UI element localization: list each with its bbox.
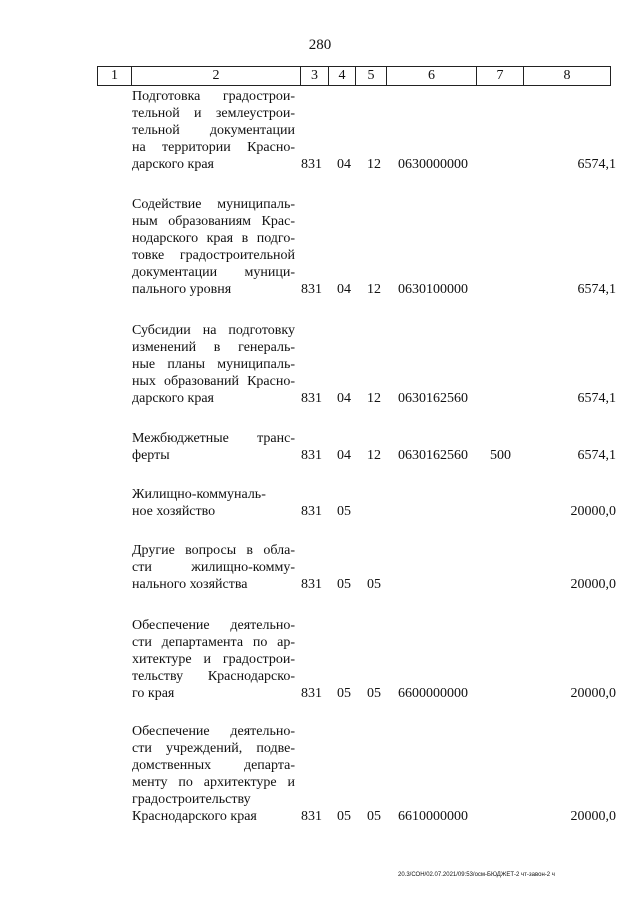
- row-description: [132, 542, 295, 593]
- cell-c6: 0630162560: [398, 448, 468, 463]
- cell-c8: 6574,1: [577, 448, 616, 463]
- table-row: [0, 88, 640, 173]
- description-line: градостроительству: [132, 792, 251, 807]
- cell-c8: 20000,0: [570, 504, 616, 519]
- cell-c8: 20000,0: [570, 809, 616, 824]
- row-description: [132, 322, 295, 407]
- description-line: ное хозяйство: [132, 504, 216, 519]
- description-line: тельной и землеустрои-: [132, 106, 295, 121]
- description-line: Обеспечение деятельно-: [132, 724, 295, 739]
- cell-c5: 05: [367, 686, 381, 701]
- row-description: [132, 617, 295, 702]
- cell-c5: 12: [367, 157, 381, 172]
- table-row: [0, 196, 640, 298]
- header-col-2: 2: [132, 67, 301, 85]
- header-col-7: 7: [477, 67, 524, 85]
- cell-c4: 04: [337, 391, 351, 406]
- row-description: [132, 430, 295, 464]
- description-line: ные планы муниципаль-: [132, 357, 295, 372]
- cell-c4: 05: [337, 686, 351, 701]
- row-description: [132, 486, 295, 520]
- row-description: [132, 196, 295, 298]
- cell-c4: 05: [337, 577, 351, 592]
- description-line: нального хозяйства: [132, 577, 248, 592]
- description-line: ных образований Красно-: [132, 374, 295, 389]
- cell-c5: 05: [367, 809, 381, 824]
- table-row: [0, 542, 640, 593]
- cell-c8: 6574,1: [577, 282, 616, 297]
- header-col-6: 6: [387, 67, 477, 85]
- cell-c4: 05: [337, 809, 351, 824]
- description-line: Жилищно-коммуналь-: [132, 487, 266, 502]
- cell-c4: 05: [337, 504, 351, 519]
- cell-c8: 6574,1: [577, 157, 616, 172]
- description-line: го края: [132, 686, 175, 701]
- table-row: [0, 322, 640, 407]
- table-header: [97, 66, 611, 86]
- description-line: Подготовка градострои-: [132, 89, 295, 104]
- footer-stamp: 20.3/СОН/02.07.2021/09:53/осм-БЮДЖЕТ-2 чт-завон-2 ч: [398, 872, 555, 878]
- cell-c6: 0630000000: [398, 157, 468, 172]
- cell-c8: 20000,0: [570, 686, 616, 701]
- cell-c7: 500: [490, 448, 511, 463]
- cell-c3: 831: [301, 157, 322, 172]
- description-line: тельной документации: [132, 123, 295, 138]
- table-row: [0, 617, 640, 702]
- cell-c4: 04: [337, 448, 351, 463]
- description-line: домственных департа-: [132, 758, 295, 773]
- description-line: тельству Краснодарско-: [132, 669, 295, 684]
- description-line: Другие вопросы в обла-: [132, 543, 295, 558]
- page-number: 280: [308, 37, 332, 53]
- cell-c4: 04: [337, 282, 351, 297]
- description-line: дарского края: [132, 391, 214, 406]
- description-line: на территории Красно-: [132, 140, 295, 155]
- description-line: ным образованиям Крас-: [132, 214, 295, 229]
- description-line: ферты: [132, 448, 170, 463]
- cell-c6: 0630100000: [398, 282, 468, 297]
- table-row: [0, 486, 640, 520]
- cell-c3: 831: [301, 282, 322, 297]
- description-line: хитектуре и градострои-: [132, 652, 295, 667]
- description-line: менту по архитектуре и: [132, 775, 295, 790]
- description-line: сти департамента по ар-: [132, 635, 295, 650]
- description-line: документации муници-: [132, 265, 295, 280]
- header-col-8: 8: [563, 68, 571, 83]
- description-line: Содействие муниципаль-: [132, 197, 295, 212]
- cell-c3: 831: [301, 577, 322, 592]
- description-line: товке градостроительной: [132, 248, 295, 263]
- description-line: нодарского края в подго-: [132, 231, 295, 246]
- header-col-3: 3: [301, 67, 329, 85]
- cell-c6: 6600000000: [398, 686, 468, 701]
- description-line: Межбюджетные транс-: [132, 431, 295, 446]
- cell-c3: 831: [301, 504, 322, 519]
- description-line: сти жилищно-комму-: [132, 560, 295, 575]
- table-row: [0, 723, 640, 825]
- cell-c3: 831: [301, 686, 322, 701]
- description-line: Краснодарского края: [132, 809, 257, 824]
- description-line: пального уровня: [132, 282, 232, 297]
- description-line: сти учреждений, подве-: [132, 741, 295, 756]
- header-col-5: 5: [356, 67, 387, 85]
- cell-c3: 831: [301, 391, 322, 406]
- cell-c5: 05: [367, 577, 381, 592]
- cell-c5: 12: [367, 448, 381, 463]
- row-description: [132, 88, 295, 173]
- cell-c5: 12: [367, 391, 381, 406]
- cell-c3: 831: [301, 448, 322, 463]
- header-col-1: 1: [98, 67, 132, 85]
- description-line: дарского края: [132, 157, 214, 172]
- table-row: [0, 430, 640, 464]
- header-col-4: 4: [329, 67, 356, 85]
- cell-c5: 12: [367, 282, 381, 297]
- row-description: [132, 723, 295, 825]
- cell-c3: 831: [301, 809, 322, 824]
- cell-c6: 6610000000: [398, 809, 468, 824]
- cell-c8: 20000,0: [570, 577, 616, 592]
- description-line: изменений в генераль-: [132, 340, 295, 355]
- cell-c6: 0630162560: [398, 391, 468, 406]
- description-line: Субсидии на подготовку: [132, 323, 295, 338]
- description-line: Обеспечение деятельно-: [132, 618, 295, 633]
- cell-c8: 6574,1: [577, 391, 616, 406]
- cell-c4: 04: [337, 157, 351, 172]
